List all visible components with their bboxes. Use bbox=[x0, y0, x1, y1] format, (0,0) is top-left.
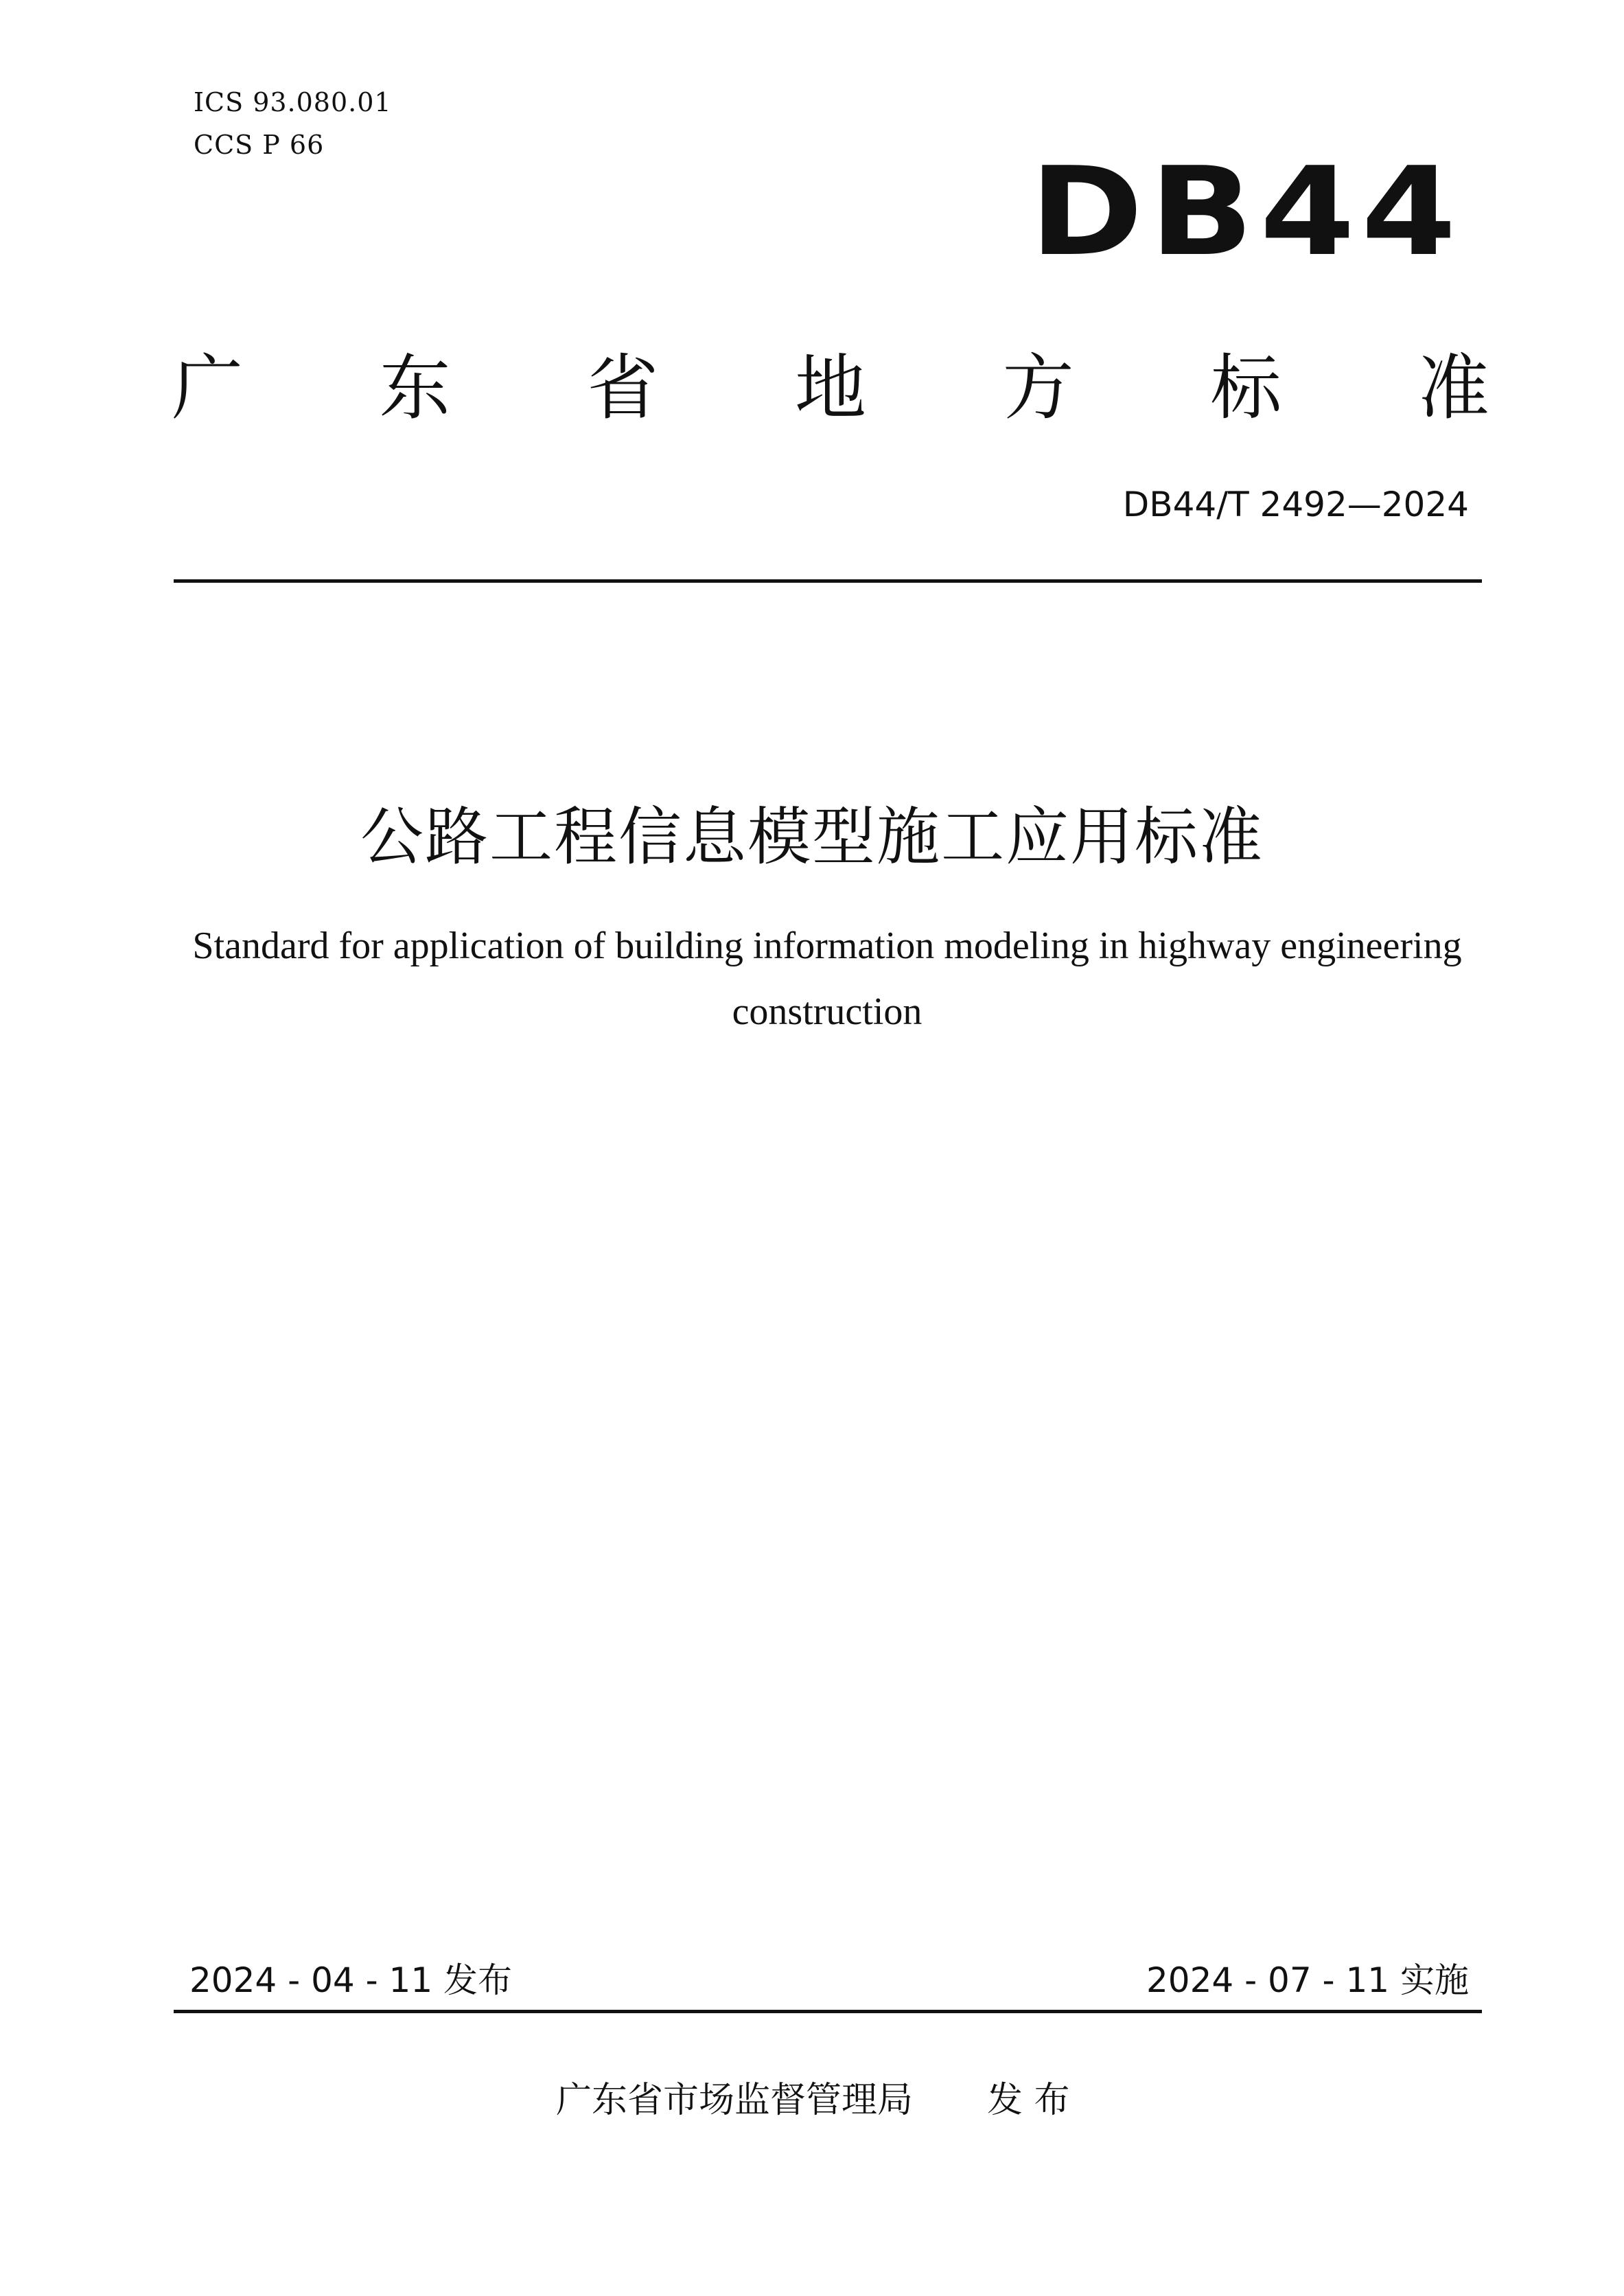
category-char: 东 bbox=[379, 346, 451, 430]
issuer-line bbox=[556, 2073, 1070, 2128]
title-chinese: 公路工程信息模型施工应用标准 bbox=[360, 800, 1264, 874]
standard-logo: DB44 bbox=[1030, 141, 1463, 283]
category-char: 准 bbox=[1417, 346, 1489, 430]
category-char: 标 bbox=[1210, 346, 1282, 430]
standard-code: DB44/T 2492—2024 bbox=[1122, 485, 1469, 524]
effective-date: 2024 - 07 - 11 实施 bbox=[1146, 1960, 1469, 2000]
category-char: 省 bbox=[587, 346, 659, 430]
title-english bbox=[165, 913, 1489, 1045]
footer-divider bbox=[174, 2010, 1482, 2013]
header-divider bbox=[174, 579, 1482, 583]
category-char: 地 bbox=[794, 346, 866, 430]
issuer-action: 发 布 bbox=[987, 2080, 1070, 2121]
ccs-code: CCS P 66 bbox=[194, 130, 325, 160]
category-char: 方 bbox=[1002, 346, 1074, 430]
classification-codes bbox=[194, 81, 392, 166]
title-english-line-1: Standard for application of building information modeling in highway engineering bbox=[192, 925, 1462, 967]
issue-date: 2024 - 04 - 11 发布 bbox=[189, 1960, 513, 2000]
issuer-name: 广东省市场监督管理局 bbox=[556, 2080, 914, 2121]
standard-category bbox=[172, 343, 1489, 432]
ics-code: ICS 93.080.01 bbox=[194, 87, 392, 117]
category-char: 广 bbox=[172, 346, 244, 430]
title-english-line-2: construction bbox=[732, 990, 923, 1033]
